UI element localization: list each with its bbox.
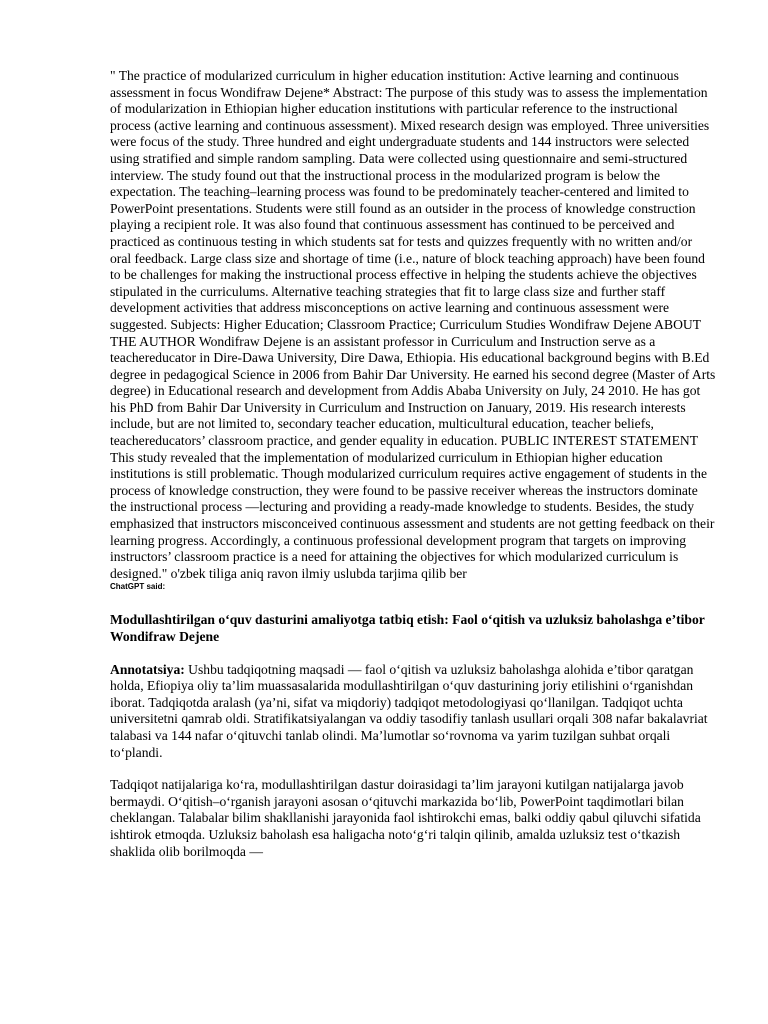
document-author: Wondifraw Dejene bbox=[110, 629, 220, 644]
assistant-speaker-label: ChatGPT said: bbox=[110, 582, 166, 592]
abstract-paragraph bbox=[110, 662, 716, 762]
assistant-response bbox=[110, 612, 716, 860]
abstract-text: Ushbu tadqiqotning maqsadi — faol o‘qitish va uzluksiz baholashga alohida e’tibor qaratgan holda, Efiopiya oliy ta’lim muassasalarida modullashtirilgan o‘quv dasturining joriy etilishini o‘rganishdan iborat. Tadqiqotda aralash (ya’ni, sifat va miqdoriy) tadqiqot metodologiyasi qo‘llanilgan. Tadqiqot uchta universitetni qamrab oldi. Stratifikatsiyalangan va oddiy tasodifiy tanlash usullari orqali 308 nafar bakalavriat talabasi va 144 nafar o‘qituvchi tanlab olindi. Ma’lumotlar so‘rovnoma va yarim tuzilgan suhbat orqali to‘plandi. bbox=[110, 661, 708, 760]
abstract-label: Annotatsiya: bbox=[110, 661, 185, 677]
document-title: Modullashtirilgan o‘quv dasturini amaliyotga tatbiq etish: Faol o‘qitish va uzluksiz baholashga e’tibor bbox=[110, 612, 705, 628]
findings-paragraph: Tadqiqot natijalariga ko‘ra, modullashtirilgan dastur doirasidagi ta’lim jarayoni kutilgan natijalarga javob bermaydi. O‘qitish–o‘rganish jarayoni asosan o‘qituvchi markazida bo‘lib, PowerPoint taqdimotlari bilan cheklangan. Talabalar bilim shakllanishi jarayonida faol ishtirokchi emas, balki oddiy qabul qiluvchi sifatida ishtirok etmoqda. Uzluksiz baholash esa haligacha noto‘g‘ri talqin qilinib, amalda uzluksiz test o‘tkazish shaklida olib borilmoqda — bbox=[110, 777, 701, 859]
chat-transcript bbox=[110, 68, 716, 860]
user-message: " The practice of modularized curriculum in higher education institution: Active learning and continuous assessment in focus Wondifraw Dejene* Abstract: The purpose of this study was to assess the implementation of modularization in Ethiopian higher education institutions with particular reference to the instructional process (active learning and continuous assessment). Mixed research design was employed. Three universities were focus of the study. Three hundred and eight undergraduate students and 144 instructors were selected using stratified and simple random sampling. Data were collected using questionnaire and semi-structured interview. The study found out that the instructional process in the modularized program is below the expectation. The teaching–learning process was found to be predominately teacher-centered and limited to PowerPoint presentations. Students were still found as an outsider in the process of knowledge construction playing a recipient role. It was also found that continuous assessment has continued to be perceived and practiced as continuous testing in which students sat for tests and quizzes frequently with no written and/or oral feedback. Large class size and shortage of time (i.e., nature of block teaching approach) have been found to be challenges for making the instructional process effective in helping the students achieve the objectives stipulated in the curriculums. Alternative teaching strategies that fit to large class size and further staff development activities that address misconceptions on active learning and continuous assessment were suggested. Subjects: Higher Education; Classroom Practice; Curriculum Studies Wondifraw Dejene ABOUT THE AUTHOR Wondifraw Dejene is an assistant professor in Curriculum and Instruction serve as a teachereducator in Dire-Dawa University, Dire Dawa, Ethiopia. His educational background begins with B.Ed degree in pedagogical Science in 2006 from Bahir Dar University. He earned his second degree (Master of Arts degree) in Educational research and development from Addis Ababa University on July, 24 2010. He has got his PhD from Bahir Dar University in Curriculum and Instruction on January, 2019. His research interests include, but are not limited to, secondary teacher education, multicultural education, teacher beliefs, teachereducators’ classroom practice, and gender equality in education. PUBLIC INTEREST STATEMENT This study revealed that the implementation of modularized curriculum in Ethiopian higher education institutions is still problematic. Though modularized curriculum requires active engagement of students in the process of knowledge construction, they were found to be passive receiver whereas the instructors dominate the instructional process —lecturing and providing a ready-made knowledge to students. Besides, the study emphasized that instructors misconceived continuous assessment and students are not getting feedback on their learning progress. Accordingly, a continuous professional development program that targets on improving instructors’ classroom practice is a need for attaining the objectives for which modularized curriculum is designed." o'zbek tiliga aniq ravon ilmiy uslubda tarjima qilib ber bbox=[110, 68, 716, 581]
